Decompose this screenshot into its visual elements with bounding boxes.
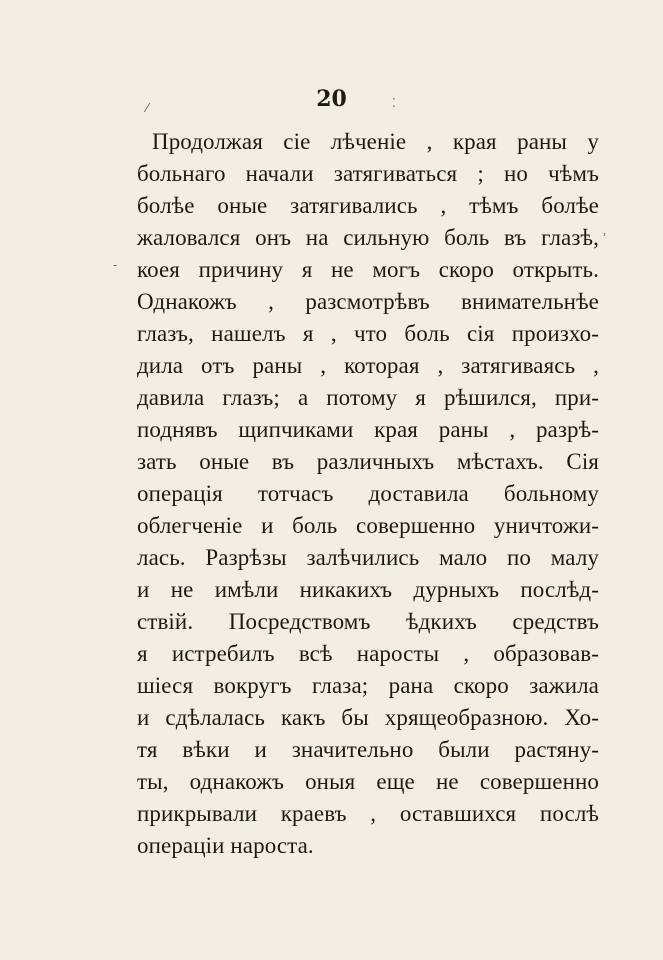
page-speck: ˒	[603, 228, 607, 242]
text-line: облегченіе и боль совершенно уничтожи-	[137, 513, 599, 538]
text-line: глазъ, нашелъ я , что боль сія произхо-	[137, 321, 599, 346]
text-line: тя вѣки и значительно были растяну-	[137, 737, 599, 762]
page-speck: ⁄	[146, 101, 149, 115]
body-text	[137, 126, 599, 862]
text-line: коея причину я не могъ скоро открыть.	[137, 257, 599, 282]
text-line: прикрывали краевъ , оставшихся послѣ	[137, 801, 599, 826]
text-line: больнаго начали затягиваться ; но чѣмъ	[137, 161, 599, 186]
text-line: болѣе оные затягивались , тѣмъ болѣе	[137, 193, 599, 218]
text-line: дила отъ раны , которая , затягиваясь ,	[137, 353, 599, 378]
page-speck: ⁚	[392, 96, 396, 110]
text-line: ствій. Посредствомъ ѣдкихъ средствъ	[137, 609, 599, 634]
page-number: 20	[316, 86, 347, 112]
text-line: ты, однакожъ оныя еще не совершенно	[137, 769, 599, 794]
text-line: зать оные въ различныхъ мѣстахъ. Сія	[137, 449, 599, 474]
text-line: и сдѣлалась какъ бы хрящеобразною. Хо-	[137, 705, 599, 730]
text-line: я истребилъ всѣ наросты , образовав-	[137, 641, 599, 666]
text-line: операціи нароста.	[137, 833, 314, 858]
text-line: поднявъ щипчиками края раны , разрѣ-	[137, 417, 599, 442]
text-line: Продолжая сіе лѣченіе , края раны у	[152, 129, 599, 154]
text-line: жаловался онъ на сильную боль въ глазѣ,	[137, 225, 599, 250]
text-line: лась. Разрѣзы залѣчились мало по малу	[137, 545, 599, 570]
text-line: давила глазъ; а потому я рѣшился, при-	[137, 385, 599, 410]
text-line: и не имѣли никакихъ дурныхъ послѣд-	[137, 577, 599, 602]
text-line: шіеся вокругъ глаза; рана скоро зажила	[137, 673, 599, 698]
page-speck: -	[113, 258, 118, 272]
text-line: Однакожъ , разсмотрѣвъ внимательнѣе	[137, 289, 599, 314]
text-line: операція тотчасъ доставила больному	[137, 481, 599, 506]
